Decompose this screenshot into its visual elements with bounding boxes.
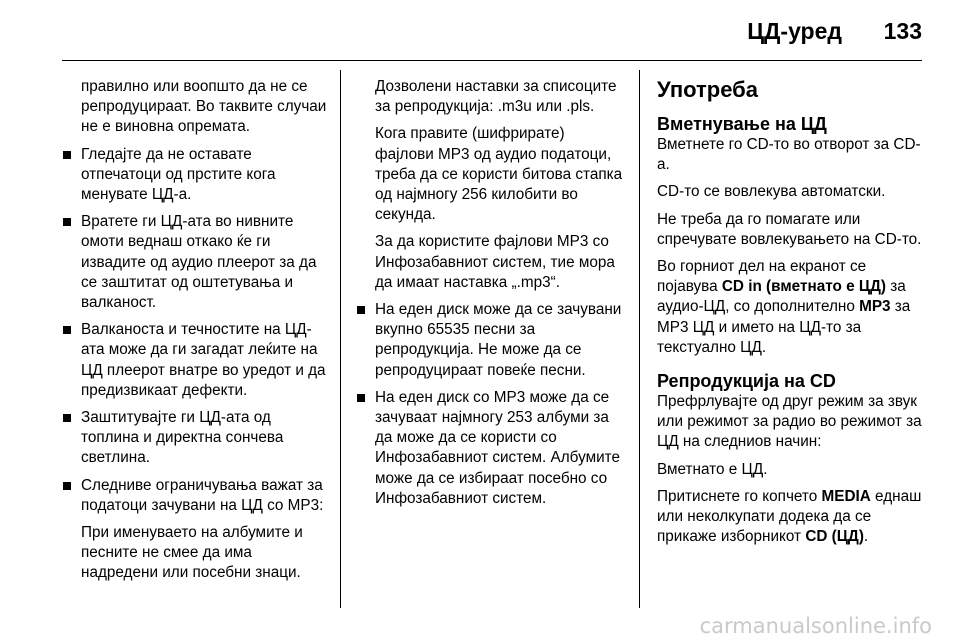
bullet-marker: [63, 482, 71, 490]
section-heading: Употреба: [657, 77, 759, 102]
display-message: MP3: [859, 298, 891, 316]
paragraph: CD-то се вовлекува автоматски.: [657, 183, 886, 201]
subsection-heading-play: Репродукција на CD: [657, 371, 836, 392]
page-header: [0, 0, 960, 60]
bullet-item: [355, 300, 625, 381]
text-run: за аудио-ЦД, со дополнително: [657, 278, 906, 316]
column-2: [355, 77, 625, 516]
intro-paragraph: правилно или воопшто да не се репродуцираат. Во таквите случаи не е виновна опремата.: [81, 78, 327, 136]
bullet-text: Гледајте да не оставате отпечатоци од прстите кога менувате ЦД-а.: [81, 145, 276, 204]
bullet-item: [355, 388, 625, 509]
paragraph: [657, 257, 925, 358]
column-3: [657, 76, 925, 554]
button-name: MEDIA: [821, 487, 871, 505]
menu-name: CD (ЦД): [805, 528, 864, 546]
bullet-text: Следниве ограничувања важат за податоци зачувани на ЦД со MP3:: [81, 476, 324, 514]
paragraph: Дозволени наставки за списоците за репродукција: .m3u или .pls.: [375, 78, 617, 116]
page-number: 133: [883, 18, 922, 44]
paragraph: Префрлувајте од друг режим за звук или режимот за радио во режимот за ЦД на следниов начин:: [657, 393, 922, 451]
paragraph: Вметнете го CD-то во отворот за CD-а.: [657, 136, 921, 174]
text-run: еднаш или неколкупати додека да се прикаже изборникот: [657, 487, 922, 546]
bullet-text: Валканоста и течностите на ЦД-ата може да ги загадат леќите на ЦД плеерот внатре во уредот и да предизвикаат дефекти.: [81, 321, 326, 399]
bullet-text: Вратете ги ЦД-ата во нивните омоти веднаш откако ќе ги извадите од аудио плеерот за да се заштитат од оштетувања и валканост.: [81, 213, 317, 312]
sub-paragraph: При именуваето на албумите и песните не смее да има надредени или посебни знаци.: [81, 524, 303, 582]
text-run: Во горниот дел на екранот се појавува: [657, 258, 867, 296]
bullet-text: Заштитувајте ги ЦД-ата од топлина и директна сончева светлина.: [81, 409, 284, 467]
paragraph: [657, 487, 925, 548]
bullet-marker: [63, 414, 71, 422]
bullet-item: [61, 320, 329, 401]
paragraph: За да користите фајлови MP3 со Инфозабавниот систем, тие мора да имаат наставка „.mp3“.: [375, 233, 615, 291]
column-divider-2: [639, 70, 640, 608]
bullet-marker: [63, 218, 71, 226]
bullet-marker: [63, 326, 71, 334]
watermark: carmanualsonline.info: [699, 614, 932, 638]
paragraph: Кога правите (шифрирате) фајлови MP3 од аудио податоци, треба да се користи битова стапка од најмногу 256 килобити во секунда.: [375, 125, 623, 224]
bullet-text: На еден диск со MP3 може да се зачуваат најмногу 253 албуми за да може да се користи со Инфозабавниот систем. Албумите може да се избираат посебно со Инфозабавниот систем.: [375, 388, 620, 507]
text-run: .: [863, 528, 869, 546]
column-divider-1: [340, 70, 341, 608]
text-run: за MP3 ЦД и името на ЦД-то за текстуално ЦД.: [657, 298, 911, 356]
bullet-marker: [357, 306, 365, 314]
bullet-marker: [357, 394, 365, 402]
display-message: CD in (вметнато е ЦД): [721, 278, 887, 296]
subsection-heading-insert: Вметнување на ЦД: [657, 114, 827, 134]
bullet-text: На еден диск може да се зачувани вкупно 65535 песни за репродукција. Не може да се репродуцираат повеќе песни.: [375, 301, 622, 379]
bullet-item: [61, 212, 329, 313]
header-rule: [62, 60, 922, 61]
text-run: Притиснете го копчето: [657, 487, 822, 505]
bullet-item: [61, 408, 329, 469]
chapter-title: ЦД-уред: [747, 18, 842, 44]
bullet-item: [61, 476, 329, 516]
bullet-item: [61, 145, 329, 206]
bullet-marker: [63, 151, 71, 159]
paragraph: Вметнато е ЦД.: [657, 460, 768, 478]
paragraph: Не треба да го помагате или спречувате вовлекувањето на CD-то.: [657, 210, 922, 248]
column-1: [61, 77, 329, 591]
